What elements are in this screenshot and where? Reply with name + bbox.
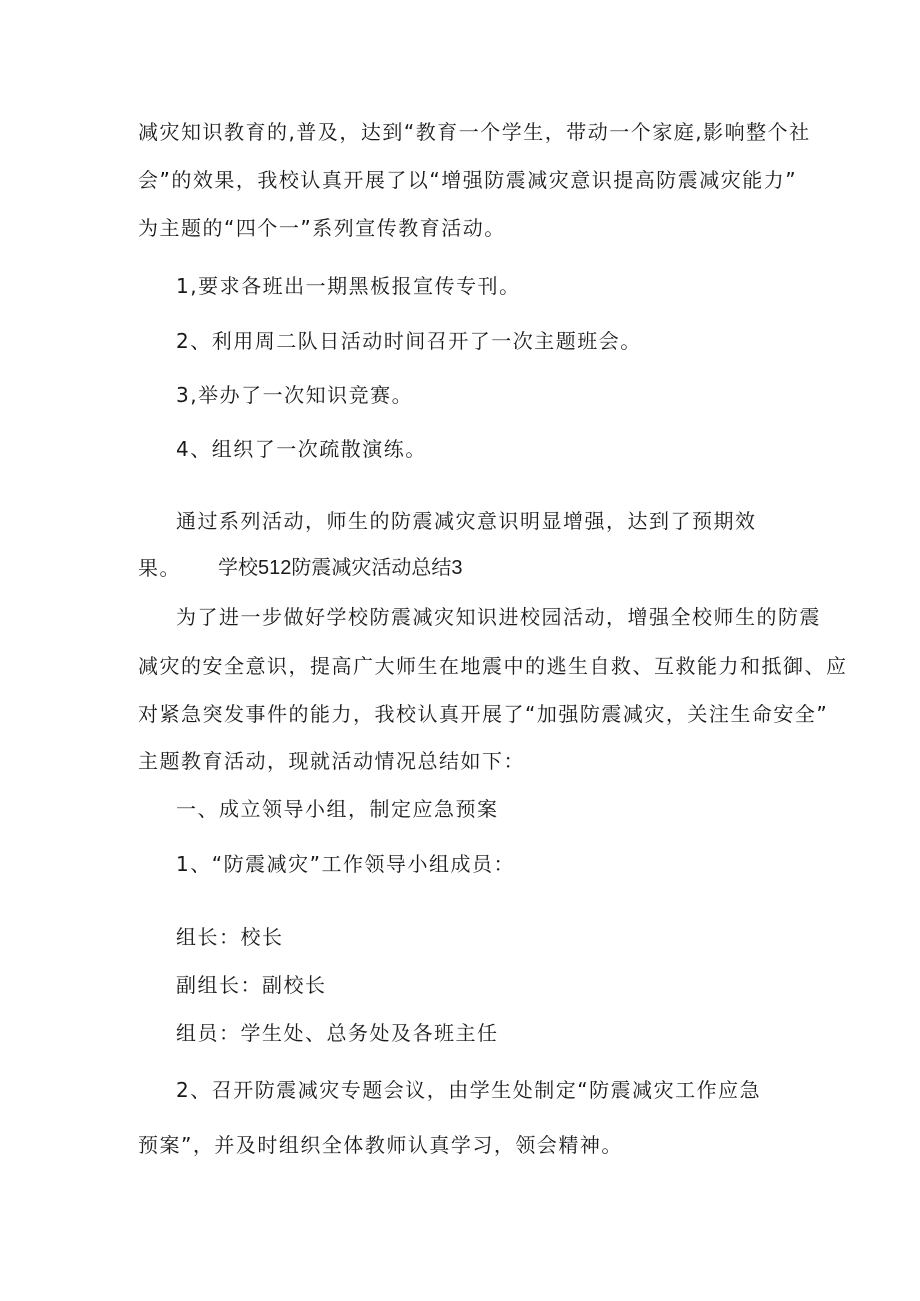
member-staff: 组员：学生处、总务处及各班主任 bbox=[176, 1021, 499, 1045]
intro-line-2: 会”的效果，我校认真开展了以“增强防震减灾意识提高防震减灾能力” bbox=[138, 168, 798, 192]
activity-item-1: 1,要求各班出一期黑板报宣传专刊。 bbox=[176, 274, 521, 298]
conclusion-line-2: 果。 bbox=[138, 556, 181, 580]
activity-item-2: 2、利用周二队日活动时间召开了一次主题班会。 bbox=[176, 329, 642, 353]
intro-line-3: 为主题的“四个一”系列宣传教育活动。 bbox=[138, 216, 506, 240]
member-leader: 组长：校长 bbox=[176, 925, 284, 949]
item2-line-2: 预案”，并及时组织全体教师认真学习，领会精神。 bbox=[138, 1133, 623, 1157]
activity-item-4: 4、组织了一次疏散演练。 bbox=[176, 437, 427, 461]
section-title: 学校512防震减灾活动总结3 bbox=[218, 557, 463, 579]
part1-heading: 一、成立领导小组，制定应急预案 bbox=[176, 797, 499, 821]
item1-heading: 1、“防震减灾”工作领导小组成员： bbox=[176, 852, 515, 876]
member-deputy: 副组长：副校长 bbox=[176, 973, 327, 997]
section3-line-1: 为了进一步做好学校防震减灾知识进校园活动，增强全校师生的防震 bbox=[176, 605, 821, 629]
conclusion-line-1: 通过系列活动，师生的防震减灾意识明显增强，达到了预期效 bbox=[176, 509, 757, 533]
section3-line-4: 主题教育活动，现就活动情况总结如下： bbox=[138, 749, 525, 773]
item2-line-1: 2、召开防震减灾专题会议，由学生处制定“防震减灾工作应急 bbox=[176, 1078, 762, 1102]
activity-item-3: 3,举办了一次知识竞赛。 bbox=[176, 383, 414, 407]
section3-line-2: 减灾的安全意识，提高广大师生在地震中的逃生自救、互救能力和抵御、应 bbox=[138, 654, 848, 678]
section3-line-3: 对紧急突发事件的能力，我校认真开展了“加强防震减灾，关注生命安全” bbox=[138, 702, 829, 726]
intro-line-1: 减灾知识教育的,普及，达到“教育一个学生，带动一个家庭,影响整个社 bbox=[138, 120, 811, 144]
